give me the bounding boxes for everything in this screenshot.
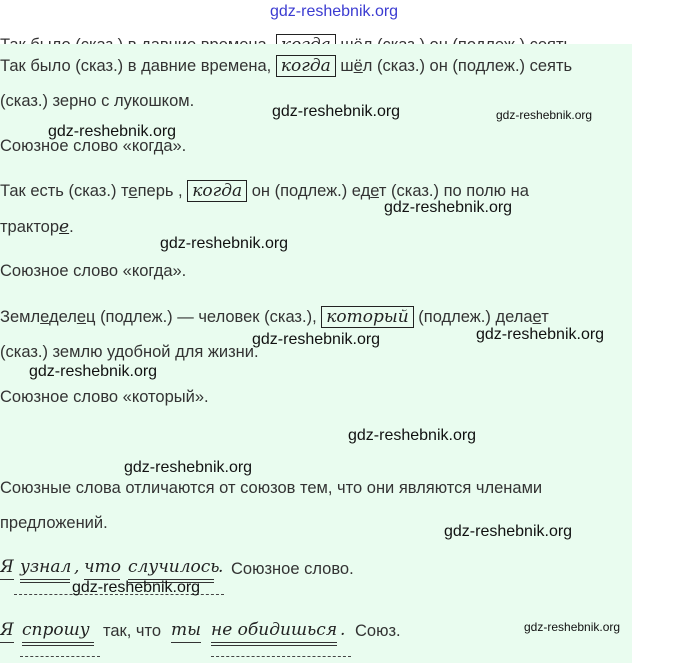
watermark: gdz-reshebnik.org <box>272 103 401 120</box>
example1-verb: случилось <box>128 557 220 577</box>
example2-subject: Я <box>0 620 14 640</box>
underline <box>22 645 94 646</box>
watermark: gdz-reshebnik.org <box>444 523 573 540</box>
conclusion-line2: предложений. <box>0 514 108 532</box>
underline <box>20 582 70 583</box>
underline <box>20 579 70 580</box>
underline <box>211 642 337 643</box>
dashed-underline <box>211 656 351 657</box>
example1-dot: . <box>218 557 224 577</box>
example2-dot: . <box>340 620 346 640</box>
example1-comma: , <box>74 557 80 577</box>
watermark: gdz-reshebnik.org <box>252 331 381 348</box>
underline <box>22 642 94 643</box>
watermark: gdz-reshebnik.org <box>29 363 158 380</box>
dashed-underline <box>20 656 100 657</box>
example2-conjunction: так, что <box>103 622 162 640</box>
watermark: gdz-reshebnik.org <box>124 459 253 476</box>
sentence3-line1: Земледелец (подлеж.) — человек (сказ.), который (подлеж.) делает <box>0 307 549 327</box>
example1-predicate: узнал <box>20 557 72 577</box>
underline <box>0 579 14 580</box>
watermark: gdz-reshebnik.org <box>48 123 177 140</box>
example2-predicate: спрошу <box>22 620 90 640</box>
conjunctive-word-box: когда <box>276 55 336 77</box>
example2-subject2: ты <box>171 620 201 640</box>
sentence3-line2: (сказ.) землю удобной для жизни. <box>0 343 259 361</box>
conjunctive-word-box: который <box>321 306 413 328</box>
example2-predicate2: не обидишься <box>211 620 338 640</box>
sentence3-note: Союзное слово «который». <box>0 388 209 406</box>
watermark: gdz-reshebnik.org <box>384 199 513 216</box>
sentence2-note: Союзное слово «когда». <box>0 262 187 280</box>
example2-label: Союз. <box>355 622 401 640</box>
underline <box>0 642 14 643</box>
sentence1-line1: Так было (сказ.) в давние времена, когда шёл (сказ.) он (подлеж.) сеять <box>0 56 573 76</box>
underline <box>211 645 337 646</box>
sentence1-note: Союзное слово «когда». <box>0 137 187 155</box>
sentence2-line2: тракторе. <box>0 217 74 237</box>
conclusion-line1: Союзные слова отличаются от союзов тем, что они являются членами <box>0 479 543 497</box>
underline <box>171 642 201 643</box>
example1-label: Союзное слово. <box>231 560 354 578</box>
watermark: gdz-reshebnik.org <box>496 108 593 122</box>
watermark: gdz-reshebnik.org <box>160 235 289 252</box>
clipped-line <box>0 34 572 44</box>
top-watermark: gdz-reshebnik.org <box>270 3 399 20</box>
watermark: gdz-reshebnik.org <box>476 326 605 343</box>
sentence1-line2: (сказ.) зерно с лукошком. <box>0 92 195 110</box>
watermark: gdz-reshebnik.org <box>72 579 201 596</box>
conjunctive-word-box: когда <box>187 180 247 202</box>
watermark: gdz-reshebnik.org <box>524 620 621 634</box>
sentence2-line1: Так есть (сказ.) теперь , когда он (подлеж.) едет (сказ.) по полю на <box>0 181 529 201</box>
watermark: gdz-reshebnik.org <box>348 427 477 444</box>
example1-conjunctive-word: что <box>84 557 121 577</box>
example1-subject: Я <box>0 557 14 577</box>
